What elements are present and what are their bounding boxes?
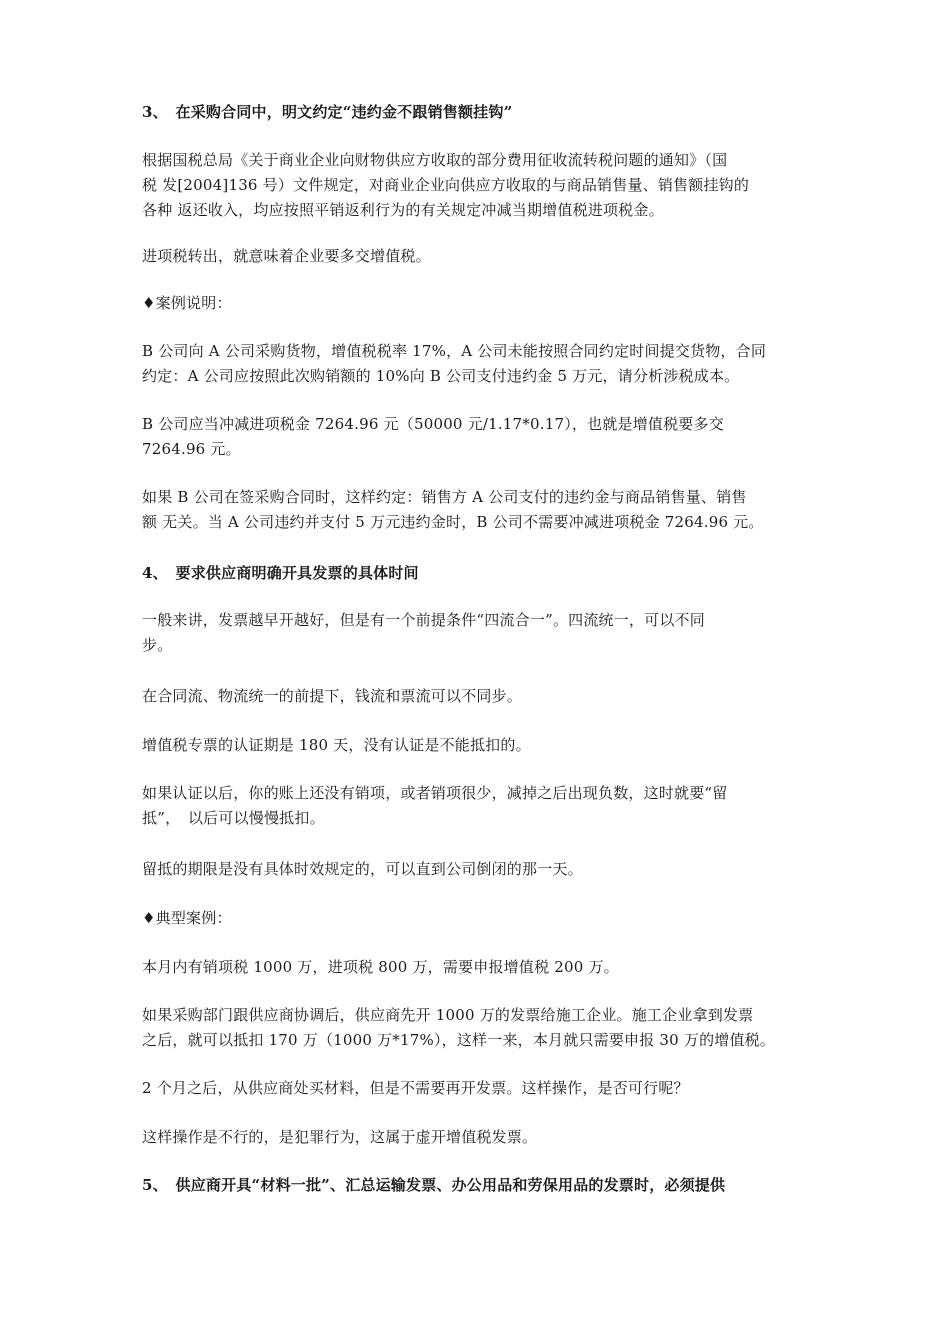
paragraph-line: 如果采购部门跟供应商协调后，供应商先开 1000 万的发票给施工企业。施工企业拿到发票 [142,1006,754,1024]
case-label: ♦典型案例： [142,909,232,927]
paragraph-line: 之后，就可以抵扣 170 万（1000 万*17%），这样一来，本月就只需要申报 30 万的增值税。 [142,1031,776,1049]
paragraph-line: 2 个月之后，从供应商处买材料，但是不需要再开发票。这样操作，是否可行呢？ [142,1079,689,1097]
paragraph-line: 留抵的期限是没有具体时效规定的，可以直到公司倒闭的那一天。 [142,860,583,878]
paragraph-line: 这样操作是不行的，是犯罪行为，这属于虚开增值税发票。 [142,1128,538,1146]
paragraph-line: 税 发[2004]136 号）文件规定，对商业企业向供应方收取的与商品销售量、销售额挂钩的 [142,176,750,194]
section-heading-5: 5、 供应商开具“材料一批”、汇总运输发票、办公用品和劳保用品的发票时，必须提供 [142,1176,726,1194]
paragraph-line: 抵”， 以后可以慢慢抵扣。 [142,809,325,827]
paragraph-line: 根据国税总局《关于商业企业向财物供应方收取的部分费用征收流转税问题的通知》（国 [142,151,728,169]
paragraph-line: 在合同流、物流统一的前提下，钱流和票流可以不同步。 [142,687,523,705]
paragraph-line: 约定：A 公司应按照此次购销额的 10%向 B 公司支付违约金 5 万元，请分析涉税成本。 [142,367,740,385]
section-heading-4: 4、 要求供应商明确开具发票的具体时间 [142,564,419,582]
paragraph-line: 进项税转出，就意味着企业要多交增值税。 [142,247,431,265]
paragraph-line: 各种 返还收入，均应按照平销返利行为的有关规定冲减当期增值税进项税金。 [142,201,664,219]
section-heading-3: 3、 在采购合同中，明文约定“违约金不跟销售额挂钩” [142,103,513,121]
paragraph-line: B 公司应当冲减进项税金 7264.96 元（50000 元/1.17*0.17），也就是增值税要多交 [142,415,724,433]
paragraph-line: B 公司向 A 公司采购货物，增值税税率 17%，A 公司未能按照合同约定时间提交货物，合同 [142,342,767,360]
paragraph-line: 7264.96 元。 [142,440,241,458]
paragraph-line: 如果认证以后，你的账上还没有销项，或者销项很少，减掉之后出现负数，这时就要“留 [142,784,728,802]
paragraph-line: 本月内有销项税 1000 万，进项税 800 万，需要申报增值税 200 万。 [142,958,619,976]
paragraph-line: 一般来讲，发票越早开越好，但是有一个前提条件“四流合一”。四流统一，可以不同 [142,611,705,629]
paragraph-line: 步。 [142,636,173,654]
paragraph-line: 增值税专票的认证期是 180 天，没有认证是不能抵扣的。 [142,736,531,754]
case-label: ♦案例说明： [142,294,232,312]
paragraph-line: 额 无关。当 A 公司违约并支付 5 万元违约金时，B 公司不需要冲减进项税金 7264.96 元。 [142,513,764,531]
paragraph-line: 如果 B 公司在签采购合同时，这样约定：销售方 A 公司支付的违约金与商品销售量、销售 [142,488,747,506]
